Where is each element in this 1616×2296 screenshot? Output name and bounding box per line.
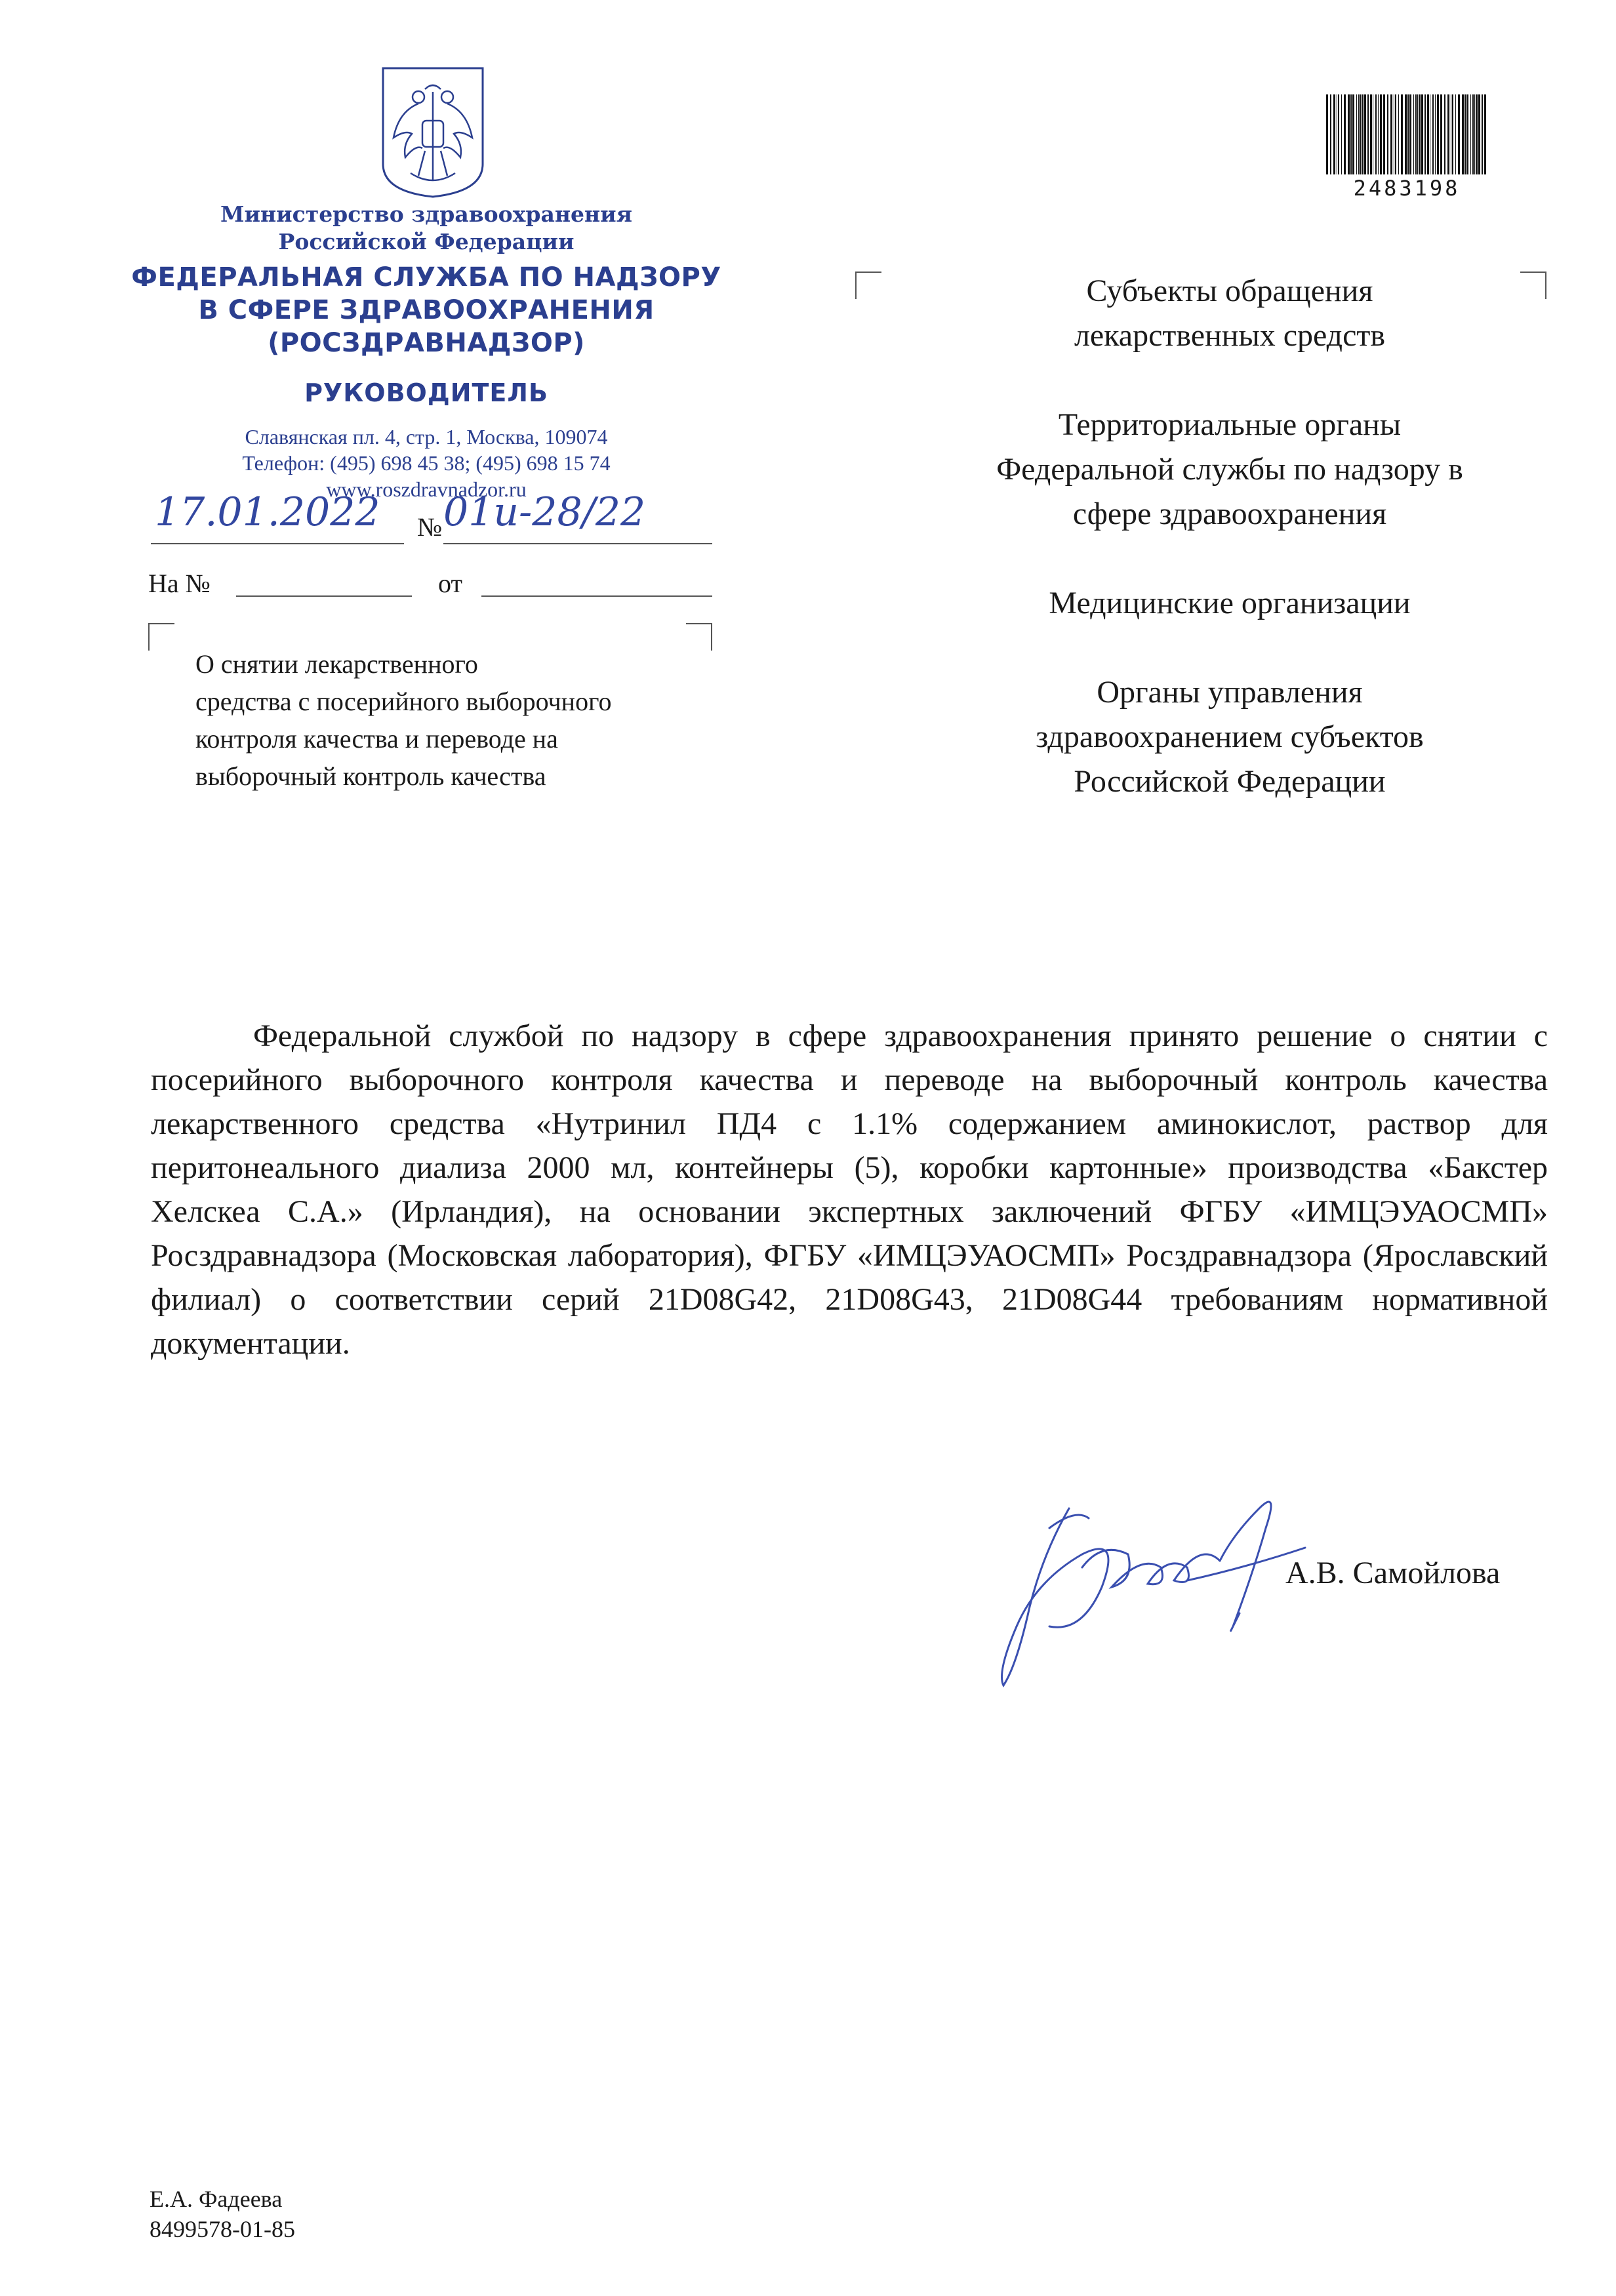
barcode-bar bbox=[1350, 94, 1352, 174]
recipient-line: Субъекты обращения bbox=[1086, 273, 1373, 308]
agency-name bbox=[131, 261, 721, 359]
barcode-bar bbox=[1421, 94, 1423, 174]
barcode-bar bbox=[1360, 94, 1361, 174]
ministry-line: Российской Федерации bbox=[278, 229, 575, 254]
subject-block bbox=[195, 645, 740, 795]
executor-phone: 8499578-01-85 bbox=[150, 2216, 295, 2242]
executor-block bbox=[150, 2184, 295, 2244]
subject-line: контроля качества и переводе на bbox=[195, 724, 558, 754]
barcode-bar bbox=[1344, 94, 1346, 174]
barcode-bar bbox=[1407, 94, 1409, 174]
recipient-line: здравоохранением субъектов bbox=[1036, 719, 1424, 754]
barcode-bar bbox=[1417, 94, 1418, 174]
barcode-bar bbox=[1470, 94, 1471, 174]
subject-line: средства с посерийного выборочного bbox=[195, 687, 612, 716]
barcode-bar bbox=[1455, 94, 1456, 174]
number-label: № bbox=[417, 512, 443, 542]
recipient-line: Федеральной службы по надзору в bbox=[996, 452, 1463, 487]
barcode-bar bbox=[1476, 94, 1478, 174]
recipient-line: Органы управления bbox=[1097, 675, 1363, 710]
barcode-bar bbox=[1401, 94, 1403, 174]
barcode-bar bbox=[1437, 94, 1439, 174]
barcode-bar bbox=[1474, 94, 1475, 174]
barcode-bar bbox=[1405, 94, 1407, 174]
date-underline bbox=[151, 543, 404, 544]
barcode-bar bbox=[1398, 94, 1399, 174]
barcode-bar bbox=[1352, 94, 1354, 174]
barcode-bar bbox=[1356, 94, 1357, 174]
recipient-line: Медицинские организации bbox=[1049, 586, 1411, 620]
ref-date-field bbox=[481, 595, 712, 597]
recipient-line: Территориальные органы bbox=[1058, 407, 1402, 442]
barcode-bar bbox=[1390, 94, 1392, 174]
ref-number-field bbox=[236, 595, 412, 597]
barcode bbox=[1325, 94, 1489, 174]
address: Славянская пл. 4, стр. 1, Москва, 109074 bbox=[245, 425, 608, 449]
barcode-bar bbox=[1380, 94, 1382, 174]
ministry-name bbox=[131, 201, 721, 256]
phone: Телефон: (495) 698 45 38; (495) 698 15 74 bbox=[242, 451, 611, 475]
barcode-bar bbox=[1326, 94, 1328, 174]
recipient-line: Российской Федерации bbox=[1074, 764, 1386, 799]
barcode-bar bbox=[1413, 94, 1414, 174]
barcode-bar bbox=[1330, 94, 1331, 174]
signer-name: А.В. Самойлова bbox=[1285, 1556, 1501, 1590]
recipient bbox=[853, 581, 1607, 626]
recipient bbox=[853, 269, 1607, 358]
barcode-bar bbox=[1338, 94, 1339, 174]
barcode-bar bbox=[1427, 94, 1429, 174]
recipients-block bbox=[853, 269, 1607, 849]
subject-line: выборочный контроль качества bbox=[195, 761, 546, 791]
barcode-bar bbox=[1383, 94, 1385, 174]
barcode-bar bbox=[1452, 94, 1453, 174]
barcode-bar bbox=[1462, 94, 1464, 174]
recipient bbox=[853, 403, 1607, 536]
barcode-bar bbox=[1472, 94, 1474, 174]
barcode-bar bbox=[1358, 94, 1360, 174]
barcode-bar bbox=[1409, 94, 1411, 174]
barcode-bar bbox=[1367, 94, 1369, 174]
barcode-bar bbox=[1466, 94, 1468, 174]
barcode-bar bbox=[1341, 94, 1342, 174]
barcode-bar bbox=[1348, 94, 1350, 174]
barcode-bar bbox=[1444, 94, 1445, 174]
handwritten-number: 01и-28/22 bbox=[443, 489, 646, 535]
recipient-line: лекарственных средств bbox=[1074, 318, 1386, 353]
handwritten-date: 17.01.2022 bbox=[155, 489, 380, 535]
number-underline bbox=[443, 543, 712, 544]
agency-line: В СФЕРЕ ЗДРАВООХРАНЕНИЯ bbox=[198, 295, 655, 325]
barcode-bar bbox=[1482, 94, 1483, 174]
letter-body: Федеральной службой по надзору в сфере здравоохранения принято решение о снятии с посерийного выборочного контроля качества и переводе на выборочный контроль качества лекарственного средства «Нутринил ПД4 с 1.1% содержанием аминокислот, раствор для перитонеального диализа 2000 мл, контейнеры (5), коробки картонные» производства «Бакстер Хелскеа С.А.» (Ирландия), на основании экспертных заключений ФГБУ «ИМЦЭУАОСМП» Росздравнадзора (Московская лаборатория), ФГБУ «ИМЦЭУАОСМП» Росздравнадзора (Ярославский филиал) о соответствии серий 21D08G42, 21D08G43, 21D08G44 требованиям нормативной документации. bbox=[151, 1018, 1548, 1361]
barcode-bar bbox=[1364, 94, 1366, 174]
barcode-bar bbox=[1333, 94, 1335, 174]
barcode-bar bbox=[1465, 94, 1466, 174]
agency-line: (РОСЗДРАВНАДЗОР) bbox=[268, 328, 585, 358]
website-link[interactable]: www.roszdravnadzor.ru bbox=[326, 477, 527, 501]
barcode-bar bbox=[1362, 94, 1364, 174]
ministry-line: Министерство здравоохранения bbox=[220, 201, 632, 227]
barcode-bar bbox=[1395, 94, 1396, 174]
barcode-bar bbox=[1440, 94, 1442, 174]
barcode-number: 2483198 bbox=[1353, 176, 1461, 201]
barcode-bar bbox=[1419, 94, 1421, 174]
recipient bbox=[853, 670, 1607, 804]
handwritten-signature-icon bbox=[971, 1456, 1338, 1699]
recipient-line: сфере здравоохранения bbox=[1072, 496, 1387, 531]
barcode-bar bbox=[1447, 94, 1449, 174]
from-label: от bbox=[438, 569, 462, 598]
subject-line: О снятии лекарственного bbox=[195, 649, 478, 679]
barcode-bar bbox=[1435, 94, 1436, 174]
barcode-bar bbox=[1375, 94, 1377, 174]
coat-of-arms-emblem bbox=[379, 66, 487, 199]
barcode-bar bbox=[1484, 94, 1486, 174]
barcode-bar bbox=[1378, 94, 1379, 174]
head-title: РУКОВОДИТЕЛЬ bbox=[304, 378, 548, 407]
ref-label: На № bbox=[148, 569, 211, 598]
barcode-bar bbox=[1424, 94, 1426, 174]
subject-corner-left bbox=[148, 623, 174, 651]
barcode-bar bbox=[1370, 94, 1372, 174]
barcode-bar bbox=[1387, 94, 1388, 174]
barcode-bar bbox=[1478, 94, 1480, 174]
executor-name: Е.А. Фадеева bbox=[150, 2186, 283, 2212]
agency-line: ФЕДЕРАЛЬНАЯ СЛУЖБА ПО НАДЗОРУ bbox=[131, 262, 721, 292]
barcode-bar bbox=[1415, 94, 1417, 174]
barcode-bar bbox=[1432, 94, 1434, 174]
barcode-bar bbox=[1458, 94, 1460, 174]
